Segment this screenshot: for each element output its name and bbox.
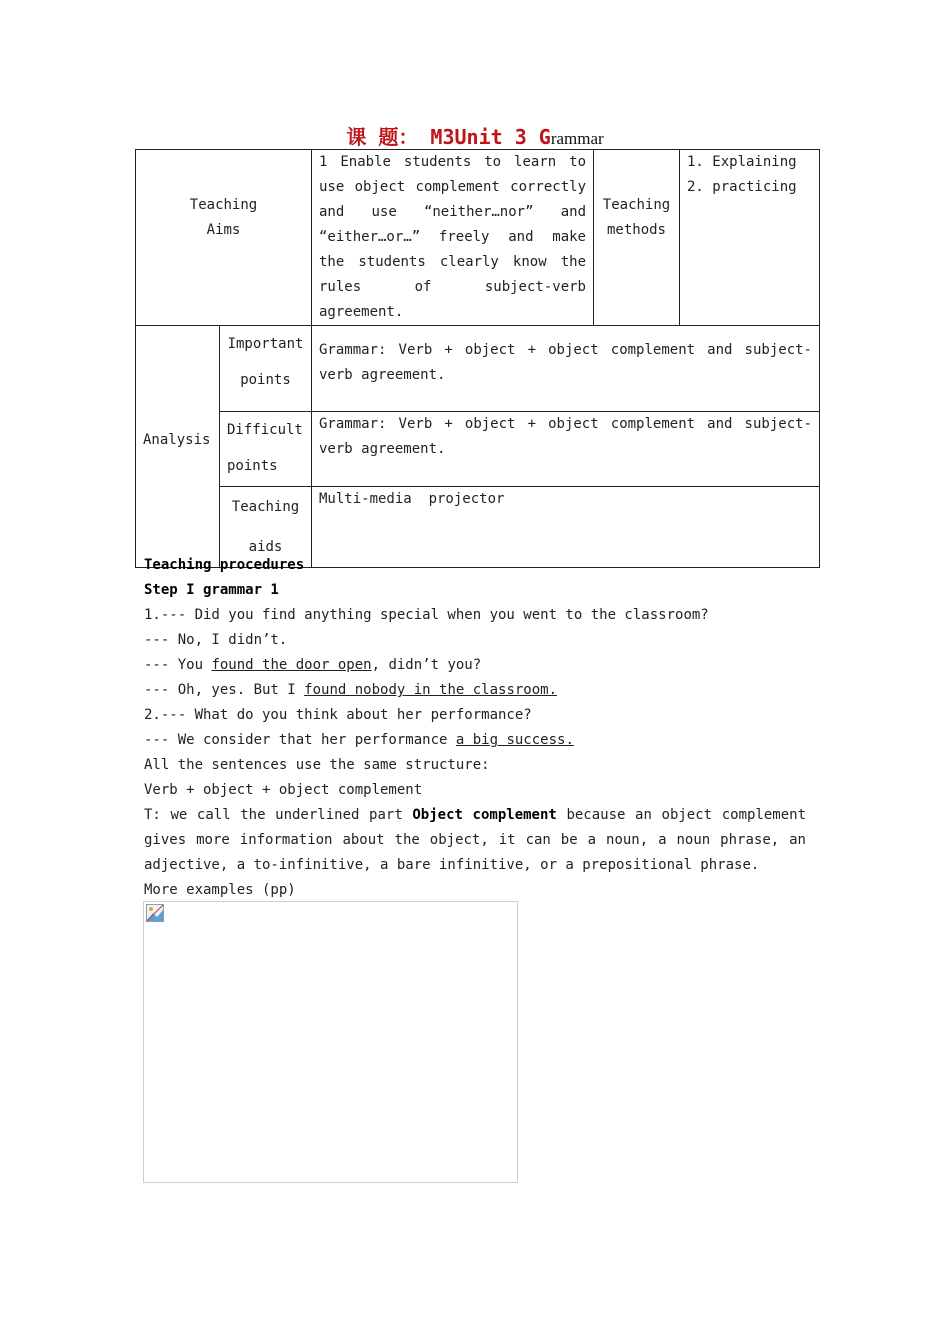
difficult-label-cell <box>220 412 312 487</box>
analysis-label: Analysis <box>143 432 211 448</box>
dialogue-line-3-b: , didn’t you? <box>371 657 482 673</box>
explanation-a: T: we call the underlined part <box>144 807 413 823</box>
dialogue-line-4-underlined: found nobody in the classroom. <box>304 682 558 698</box>
dialogue-line-6-a: --- We consider that her performance <box>144 732 456 748</box>
aims-row <box>136 150 820 326</box>
methods-item-1: 1. Explaining <box>687 154 797 170</box>
important-label-line1: Important <box>227 336 304 352</box>
dialogue-line-3 <box>144 653 806 678</box>
aims-text-cell: 1 Enable students to learn to use object complement correctly and use “neither…nor” and “either…or…” freely and make the students clearly know the rules of subject-verb agreement. <box>312 150 594 326</box>
dialogue-line-3-a: --- You <box>144 657 212 673</box>
important-label-line2: points <box>240 372 291 388</box>
lesson-plan-table <box>135 149 820 568</box>
methods-label-line2: methods <box>606 221 666 238</box>
analysis-label-cell <box>136 326 220 568</box>
aims-label-line1: Teaching <box>189 196 258 213</box>
structure-formula: Verb + object + object complement <box>144 782 423 798</box>
dialogue-line-6 <box>144 728 806 753</box>
explanation-paragraph <box>144 803 806 878</box>
dialogue-line-2: --- No, I didn’t. <box>144 632 288 648</box>
broken-image-icon <box>146 904 164 922</box>
aids-label-line1: Teaching <box>231 499 300 515</box>
important-text-cell: Grammar: Verb + object + object complement and subject-verb agreement. <box>312 326 820 412</box>
dialogue-line-4 <box>144 678 806 703</box>
title-label: 课 题： <box>346 125 419 149</box>
important-row <box>136 326 820 412</box>
page-title <box>0 124 950 152</box>
aims-label-cell <box>136 150 312 326</box>
examples-image-placeholder <box>143 901 518 1183</box>
dialogue-line-6-underlined: a big success. <box>455 732 574 748</box>
difficult-label-line1: Difficult <box>227 422 303 438</box>
aims-label-line2: Aims <box>206 221 241 238</box>
procedures-section <box>144 553 806 903</box>
aids-label-line2: aids <box>248 539 283 555</box>
methods-item-2: 2. practicing <box>687 179 797 195</box>
explanation-c: because an object complement gives more information about the object, it can be a noun, a noun phrase, an adjective, a to-infinitive, a bare infinitive, or a prepositional phrase. <box>144 807 806 873</box>
dialogue-line-3-underlined: found the door open <box>211 657 372 673</box>
dialogue-line-4-a: --- Oh, yes. But I <box>144 682 305 698</box>
procedures-heading: Teaching procedures <box>144 557 305 573</box>
step-heading: Step I grammar 1 <box>144 582 279 598</box>
difficult-label-line2: points <box>227 458 278 474</box>
methods-list-cell <box>680 150 820 326</box>
methods-label-cell <box>594 150 680 326</box>
methods-label-line1: Teaching <box>602 196 671 213</box>
aids-text-cell: Multi-media projector <box>312 487 820 568</box>
explanation-term: Object complement <box>412 807 557 823</box>
dialogue-line-1: 1.--- Did you find anything special when you went to the classroom? <box>144 607 709 623</box>
difficult-row <box>136 412 820 487</box>
difficult-text-cell: Grammar: Verb + object + object complement and subject-verb agreement. <box>312 412 820 487</box>
more-examples: More examples (pp) <box>144 882 296 898</box>
title-unit: M3Unit 3 G <box>430 125 551 149</box>
important-label-cell <box>220 326 312 412</box>
title-tail: rammar <box>550 129 604 148</box>
structure-intro: All the sentences use the same structure: <box>144 757 490 773</box>
dialogue-line-5: 2.--- What do you think about her performance? <box>144 707 532 723</box>
